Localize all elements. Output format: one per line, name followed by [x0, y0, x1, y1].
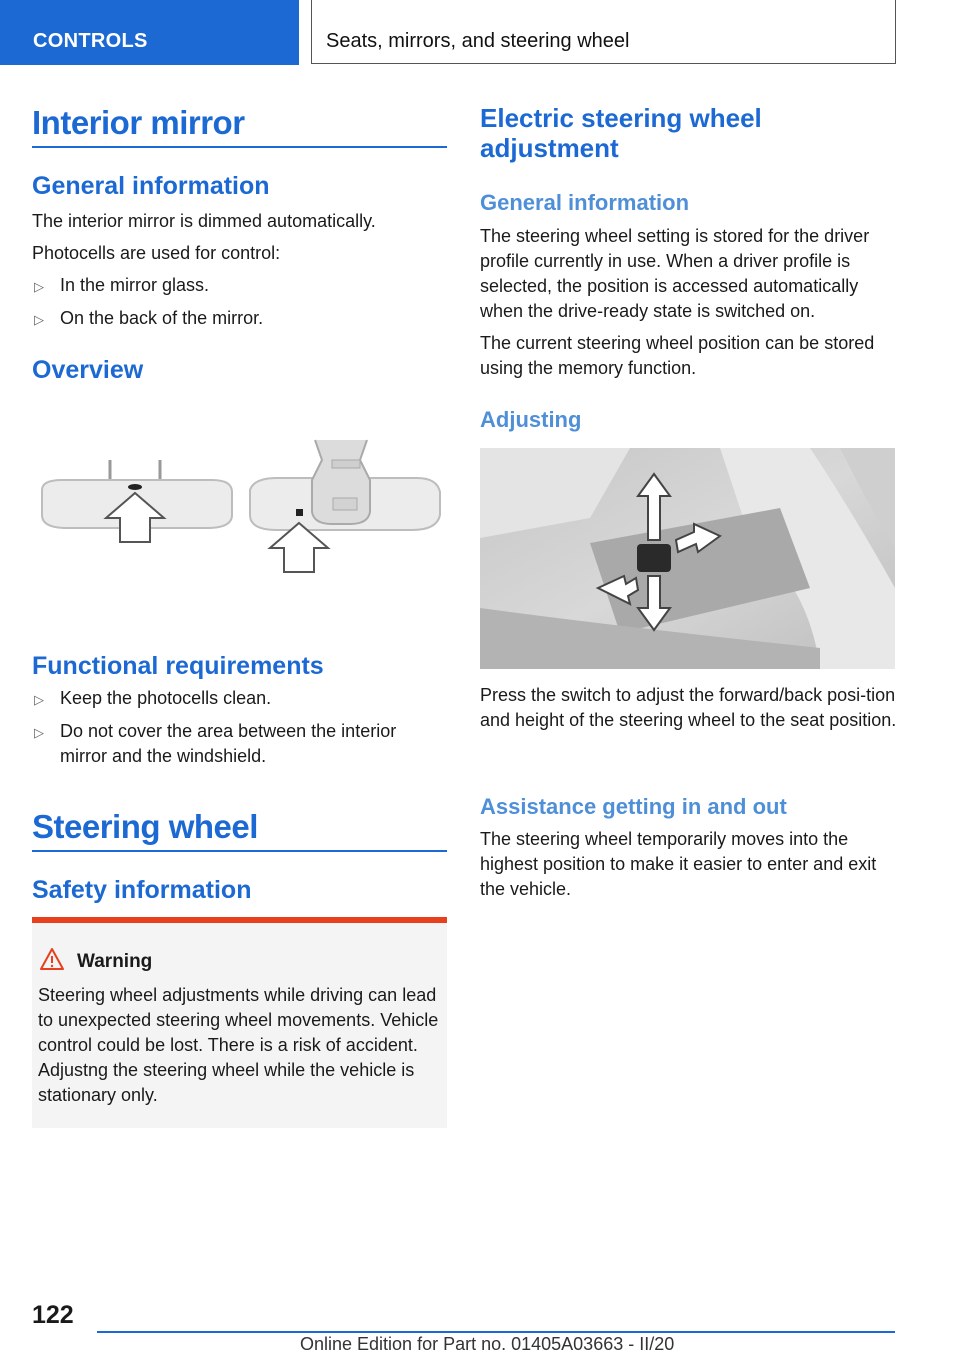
general-info-right-text-2: The current steering wheel position can be stored using the memory function.: [480, 333, 875, 378]
adjusting-heading: Adjusting: [480, 407, 582, 432]
warning-text: Steering wheel adjustments while driving can lead to unexpected steering wheel movements. Vehicle control could be lost. There is a risk of accident. Adjustng the steering wheel while the vehicle is stationary only.: [38, 985, 439, 1105]
list-item: ▷ In the mirror glass.: [32, 273, 447, 298]
general-info-text-1: The interior mirror is dimmed automatically.: [32, 211, 376, 231]
overview-heading: Overview: [32, 356, 144, 384]
functional-list: [32, 686, 447, 777]
assistance-text: The steering wheel temporarily moves into the highest position to make it easier to enter and exit the vehicle.: [480, 829, 877, 899]
title-rule: [32, 850, 447, 852]
interior-mirror-illustration: [32, 420, 447, 630]
footer-edition: Online Edition for Part no. 01405A03663 - II/20: [300, 1334, 675, 1354]
steering-wheel-title: Steering wheel: [32, 808, 258, 845]
header-chapter-box: [311, 0, 896, 64]
steering-switch-photo: [480, 448, 895, 669]
header-chapter-label: Seats, mirrors, and steering wheel: [326, 30, 630, 52]
electric-adjustment-heading: Electric steering wheel adjustment: [480, 103, 762, 163]
bullet-triangle-icon: ▷: [34, 725, 44, 740]
safety-info-heading: Safety information: [32, 876, 252, 904]
title-rule: [32, 146, 447, 148]
photocell-list: [32, 273, 447, 339]
list-item: ▷ Keep the photocells clean.: [32, 686, 447, 711]
general-info-right-text-1: The steering wheel setting is stored for the driver profile currently in use. When a driver profile is selected, the position is accessed automatically when the drive-ready state is switched on.: [480, 226, 870, 321]
list-item: ▷ On the back of the mirror.: [32, 306, 447, 331]
page-number: 122: [32, 1301, 74, 1329]
list-item: ▷ Do not cover the area between the interior mirror and the windshield.: [34, 721, 397, 766]
warning-title: Warning: [77, 951, 153, 972]
general-info-text-2: Photocells are used for control:: [32, 243, 281, 263]
bullet-triangle-icon: ▷: [34, 279, 44, 294]
header-section-tab: [0, 0, 299, 65]
general-info-heading-right: General information: [480, 190, 690, 215]
bullet-triangle-icon: ▷: [34, 692, 44, 707]
warning-triangle-icon: [39, 947, 65, 971]
header-section-label: CONTROLS: [33, 30, 148, 52]
interior-mirror-title: Interior mirror: [32, 104, 245, 141]
footer-rule: [97, 1331, 895, 1333]
assistance-heading: Assistance getting in and out: [480, 794, 787, 819]
general-info-heading: General information: [32, 172, 270, 200]
adjusting-text: Press the switch to adjust the forward/back posi‐tion and height of the steering wheel to the seat position.: [480, 685, 897, 730]
functional-requirements-heading: Functional requirements: [32, 652, 324, 680]
warning-box: [32, 917, 447, 1128]
bullet-triangle-icon: ▷: [34, 312, 44, 327]
